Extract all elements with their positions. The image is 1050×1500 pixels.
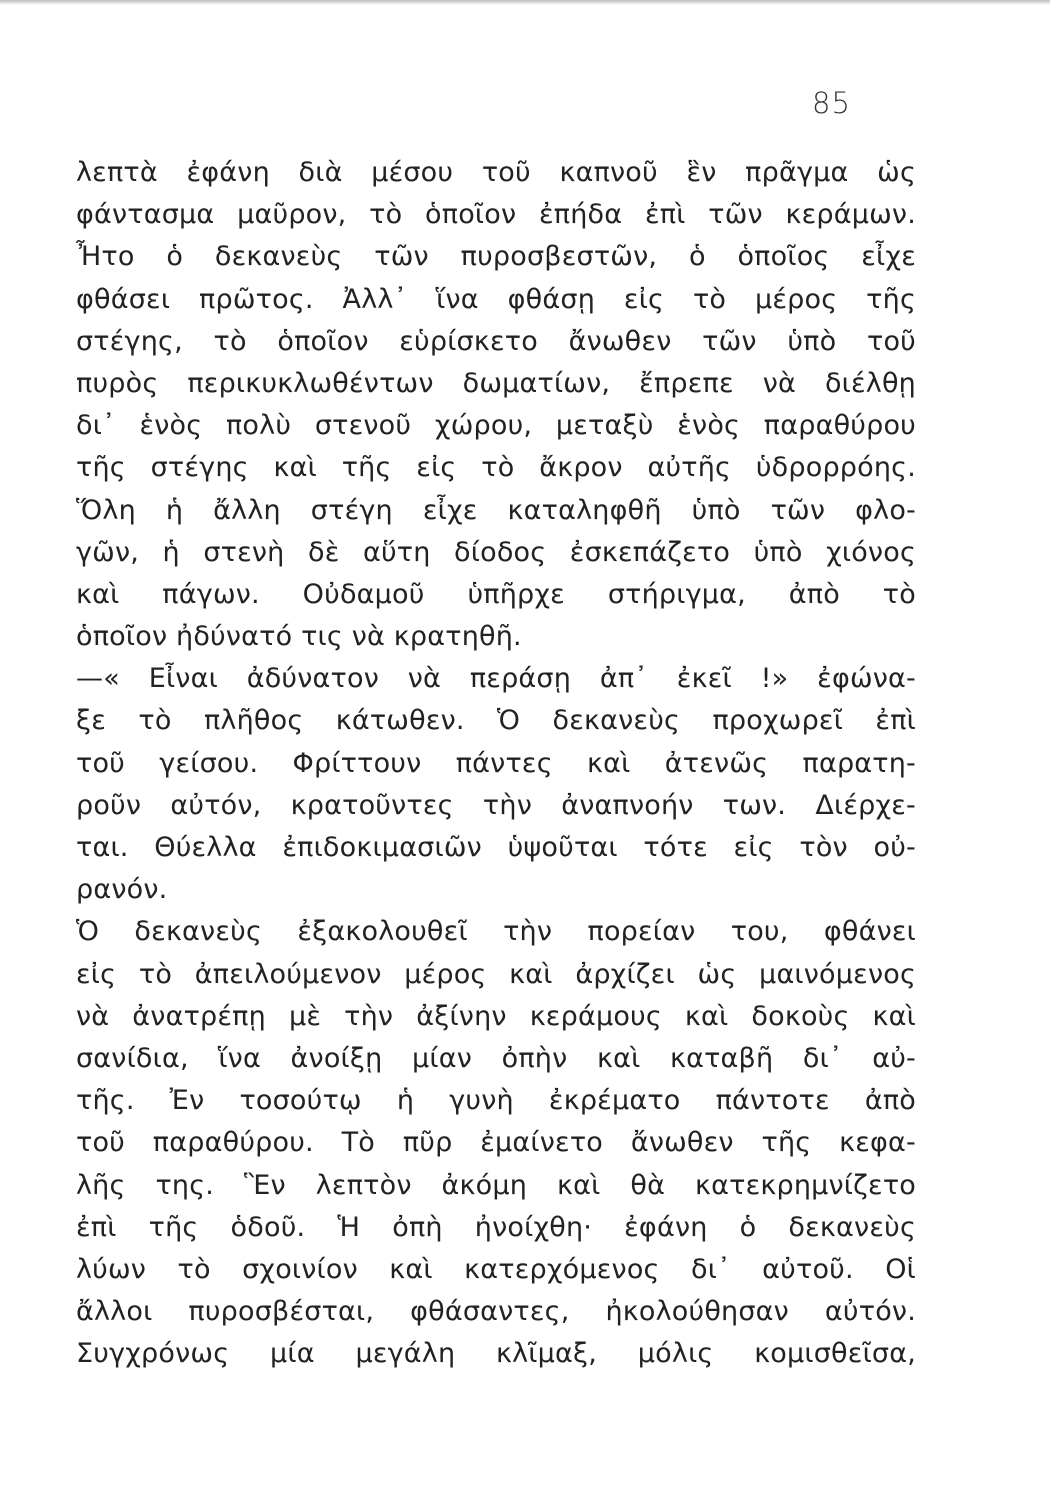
text-line: τῆς στέγης καὶ τῆς εἰς τὸ ἄκρον αὐτῆς ὑδρορρόης. bbox=[76, 452, 916, 484]
text-line: φάντασμα μαῦρον, τὸ ὁποῖον ἐπήδα ἐπὶ τῶν κεράμων. bbox=[76, 199, 916, 231]
text-line: ἐπὶ τῆς ὁδοῦ. Ἡ ὀπὴ ἠνοίχθη· ἐφάνη ὁ δεκανεὺς bbox=[76, 1211, 916, 1243]
text-line: ροῦν αὐτόν, κρατοῦντες τὴν ἀναπνοήν των. Διέρχε- bbox=[76, 789, 916, 821]
text-line: στέγης, τὸ ὁποῖον εὑρίσκετο ἄνωθεν τῶν ὑπὸ τοῦ bbox=[76, 325, 916, 357]
text-line: δι᾽ ἑνὸς πολὺ στενοῦ χώρου, μεταξὺ ἑνὸς παραθύρου bbox=[76, 410, 916, 442]
text-line: νὰ ἀνατρέπῃ μὲ τὴν ἀξίνην κεράμους καὶ δοκοὺς καὶ bbox=[76, 1000, 916, 1032]
text-line: Ὅλη ἡ ἄλλη στέγη εἶχε καταληφθῆ ὑπὸ τῶν φλο- bbox=[76, 494, 916, 526]
text-line: σανίδια, ἵνα ἀνοίξῃ μίαν ὀπὴν καὶ καταβῆ δι᾽ αὐ- bbox=[76, 1042, 916, 1074]
text-line: λῆς της. Ἓν λεπτὸν ἀκόμη καὶ θὰ κατεκρημνίζετο bbox=[76, 1169, 916, 1201]
text-line: ται. Θύελλα ἐπιδοκιμασιῶν ὑψοῦται τότε εἰς τὸν οὐ- bbox=[76, 832, 916, 863]
text-line: ὁποῖον ἠδύνατό τις νὰ κρατηθῆ. bbox=[76, 621, 522, 653]
text-line: Συγχρόνως μία μεγάλη κλῖμαξ, μόλις κομισθεῖσα, bbox=[76, 1338, 916, 1370]
text-line: —« Εἶναι ἀδύνατον νὰ περάσῃ ἀπ᾽ ἐκεῖ !» ἐφώνα- bbox=[76, 663, 916, 695]
text-line: Ὁ δεκανεὺς ἐξακολουθεῖ τὴν πορείαν του, φθάνει bbox=[76, 916, 916, 948]
text-line: τοῦ παραθύρου. Τὸ πῦρ ἐμαίνετο ἄνωθεν τῆς κεφα- bbox=[76, 1127, 916, 1159]
text-line: πυρὸς περικυκλωθέντων δωματίων, ἔπρεπε νὰ διέλθῃ bbox=[76, 367, 916, 399]
page-number: 85 bbox=[812, 86, 851, 120]
text-line: λεπτὰ ἐφάνη διὰ μέσου τοῦ καπνοῦ ἓν πρᾶγμα ὡς bbox=[76, 157, 916, 188]
text-line: ἄλλοι πυροσβέσται, φθάσαντες, ἠκολούθησαν αὐτόν. bbox=[76, 1296, 916, 1328]
text-line: φθάσει πρῶτος. Ἀλλ᾽ ἵνα φθάσῃ εἰς τὸ μέρος τῆς bbox=[76, 283, 916, 315]
text-line: ρανόν. bbox=[76, 874, 168, 906]
text-line: τοῦ γείσου. Φρίττουν πάντες καὶ ἀτενῶς παρατη- bbox=[76, 747, 916, 779]
text-line: καὶ πάγων. Οὐδαμοῦ ὑπῆρχε στήριγμα, ἀπὸ τὸ bbox=[76, 578, 916, 610]
text-line: εἰς τὸ ἀπειλούμενον μέρος καὶ ἀρχίζει ὡς μαινόμενος bbox=[76, 958, 916, 990]
body-text bbox=[76, 152, 916, 1375]
text-line: λύων τὸ σχοινίον καὶ κατερχόμενος δι᾽ αὐτοῦ. Οἱ bbox=[76, 1253, 916, 1285]
text-line: γῶν, ἡ στενὴ δὲ αὕτη δίοδος ἐσκεπάζετο ὑπὸ χιόνος bbox=[76, 536, 916, 568]
text-line: τῆς. Ἐν τοσούτῳ ἡ γυνὴ ἐκρέματο πάντοτε ἀπὸ bbox=[76, 1085, 916, 1117]
text-line: Ἦτο ὁ δεκανεὺς τῶν πυροσβεστῶν, ὁ ὁποῖος εἶχε bbox=[76, 241, 916, 273]
text-line: ξε τὸ πλῆθος κάτωθεν. Ὁ δεκανεὺς προχωρεῖ ἐπὶ bbox=[76, 705, 916, 737]
